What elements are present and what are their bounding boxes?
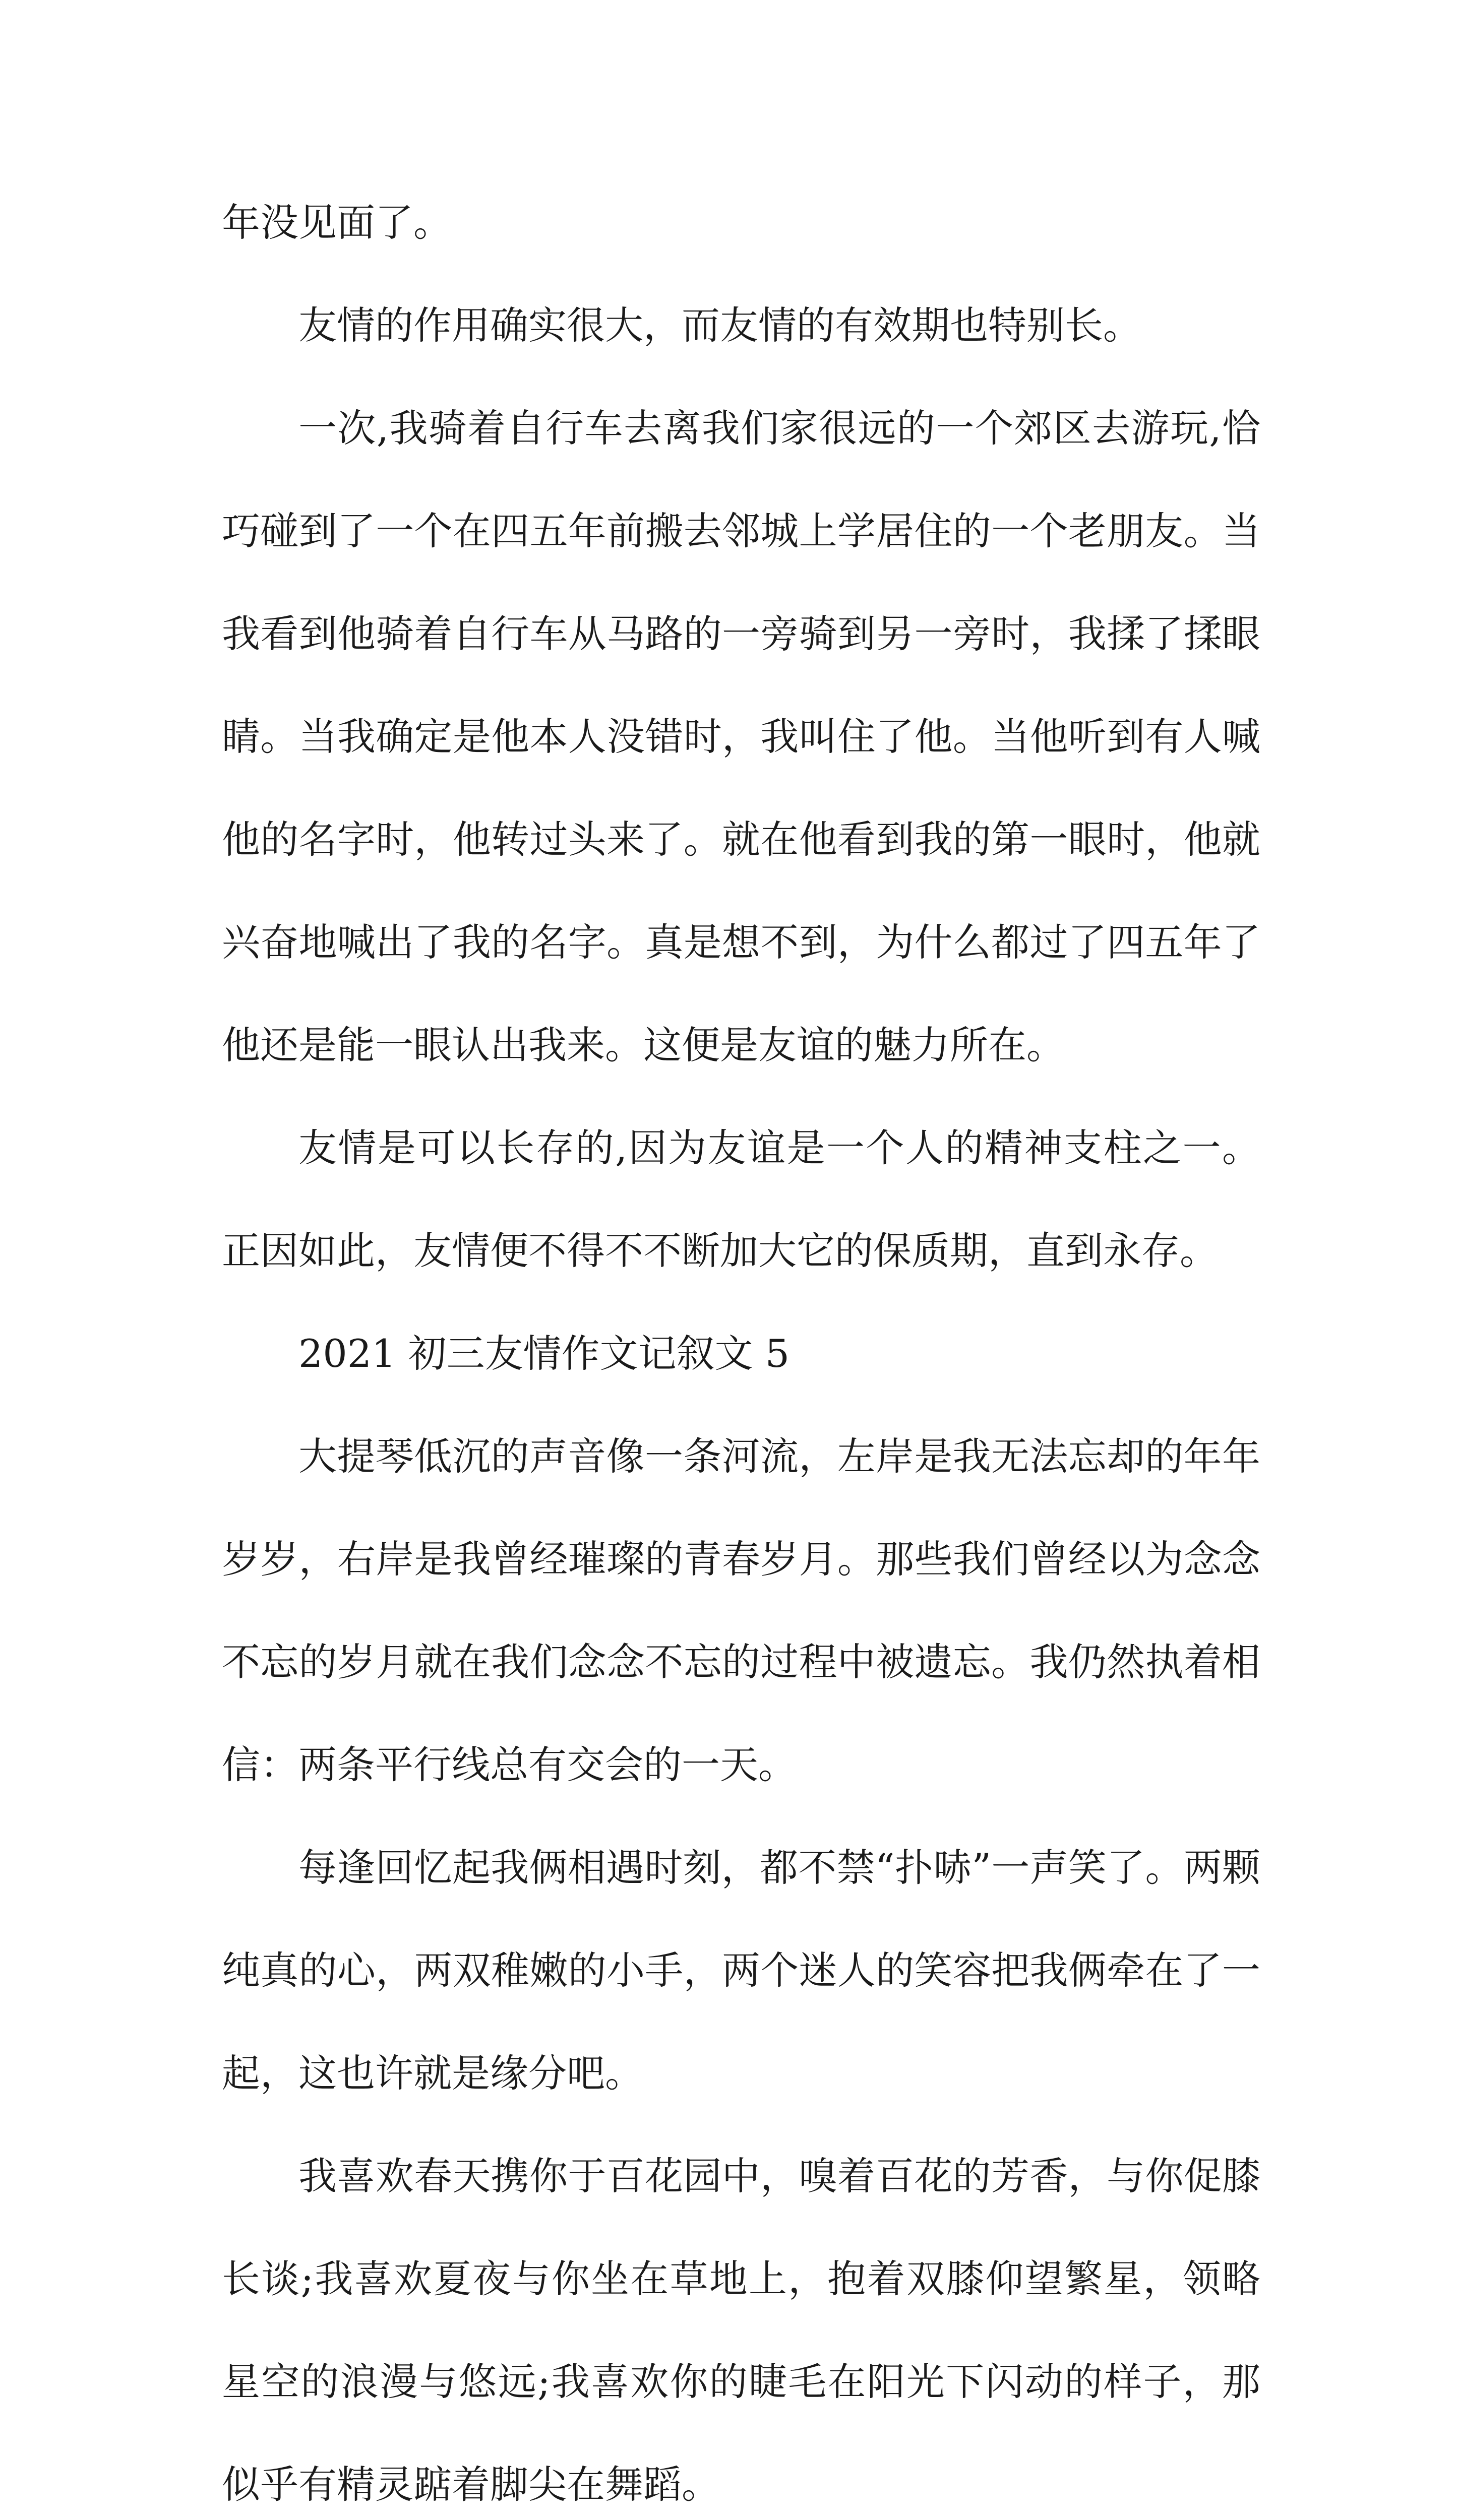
- paragraph-3: 友情是可以长存的,因为友谊是一个人的精神支柱之一。正因如此，友情便不得不不断加大它的保质期，直到永存。: [222, 1125, 1260, 1273]
- document-body: [222, 171, 1260, 2520]
- paragraph-continuation: 年没见面了。: [222, 200, 452, 245]
- paragraph-6: 我喜欢春天携你于百花园中，嗅着百花的芳香，与你促膝长谈;我喜欢夏夜与你坐在草地上，抱着双膝仰望繁星，领略星空的浪漫与悠远;我喜欢你的睫毛在阳光下闪动的样子，那似乎有精灵踮着脚尖在舞蹈。: [222, 2154, 1260, 2507]
- paragraph-1: 友情的作用确实很大，而友情的有效期也特别长。: [298, 303, 1141, 348]
- section-heading: 2021 初三友情作文记叙文 5: [298, 1331, 790, 1376]
- paragraph-5: 每逢回忆起我俩相遇时刻，都不禁“扑哧”一声笑了。两颗纯真的心，两双稚嫩的小手，两个迷人的笑容把我俩牵在了一起，这也许就是缘分吧。: [222, 1845, 1260, 2096]
- paragraph-2: 一次,我骑着自行车去离我们家很远的一个郊区去游玩,恰巧碰到了一个在四五年前搬去邻城上学居住的一个老朋友。当我看到他骑着自行车从马路的一旁骑到另一旁时，我揉了揉眼睛。当我确定是他本人没错时，我叫住了他。当他听到有人喊他的名字时，他转过头来了。就在他看到我的第一眼时，他就兴奋地喊出了我的名字。真是想不到，为什么都过了四五年了他还是能一眼认出我来。这便是友谊的魅力所在。: [222, 406, 1260, 1067]
- paragraph-4: 大提琴低沉的声音像一条河流，左岸是我无法忘却的年年岁岁，右岸是我曾经璀璨的青春岁月。那些我们曾经以为念念不忘的岁月就在我们念念不忘的过程中被遗忘。我仍然执着相信：两条平行线总有交会的一天。: [222, 1434, 1260, 1787]
